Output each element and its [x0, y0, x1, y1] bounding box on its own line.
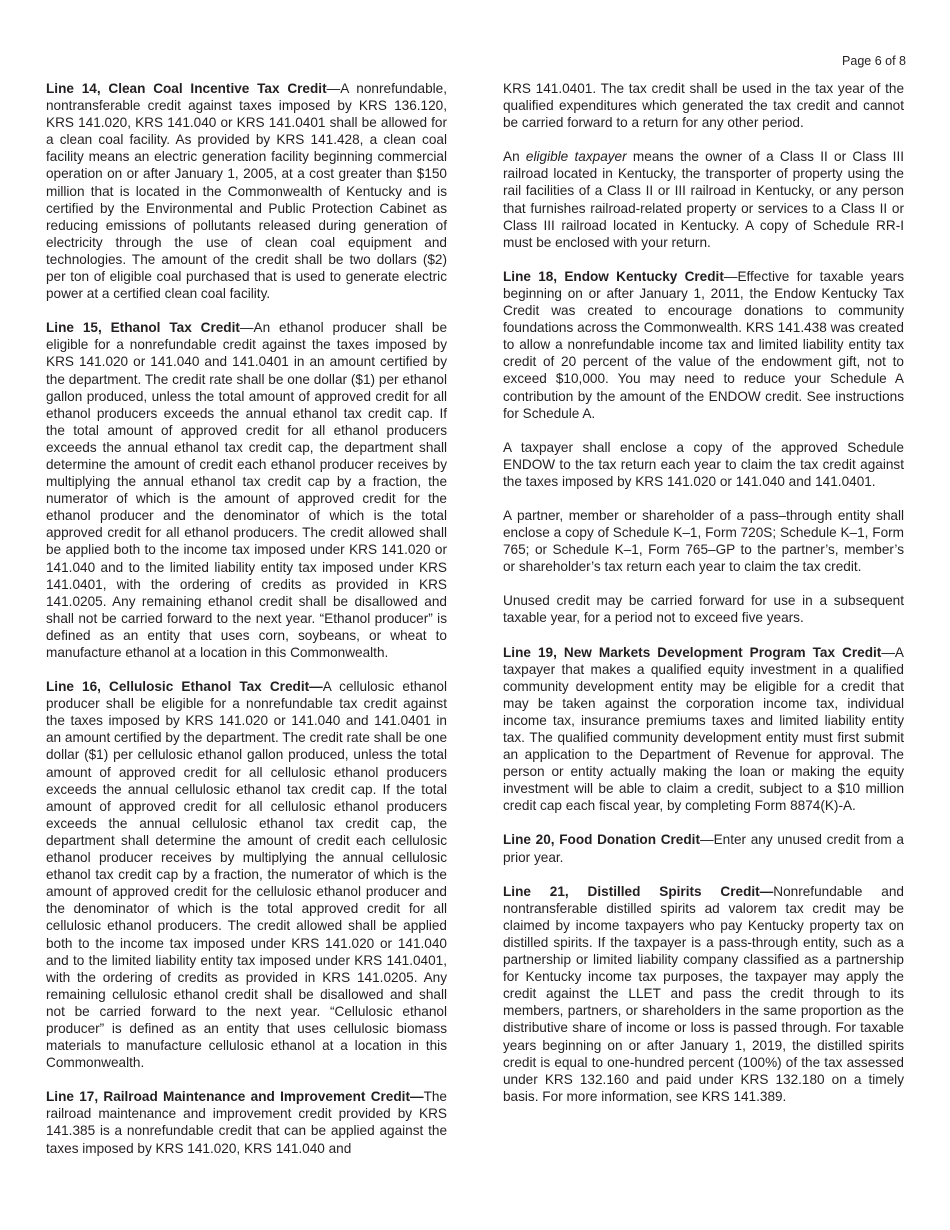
line-14-text: —A nonrefundable, nontransferable credit against taxes imposed by KRS 136.120, KRS 141.020, KRS 141.040 or KRS 141.0401 shall be allowed for a clean coal facility. As provided by KRS 141.428, a clean coal facility means an electric generation facility beginning commercial operation on or after January 1, 2005, at a cost greater than $150 million that is located in the Commonwealth of Kentucky and is certified by the Environmental and Public Protection Cabinet as reducing emissions of pollutants released during generation of electricity through the use of clean coal equipment and technologies. The amount of the credit shall be two dollars ($2) per ton of eligible coal purchased that is used to generate electric power at a certified clean coal facility.: [46, 81, 447, 302]
line-17-paragraph: [46, 1088, 447, 1156]
line-18-label: Line 18, Endow Kentucky Credit: [503, 268, 724, 284]
line-18-carryforward-paragraph: Unused credit may be carried forward for use in a subsequent taxable year, for a period not to exceed five years.: [503, 593, 904, 626]
line-16-paragraph: [46, 678, 447, 1071]
line-19-label: Line 19, New Markets Development Program Tax Credit: [503, 644, 882, 660]
eligible-taxpayer-paragraph: [503, 148, 904, 251]
line-17-text: The railroad maintenance and improvement credit provided by KRS 141.385 is a nonrefundable credit that can be applied against the taxes imposed by KRS 141.020, KRS 141.040 and: [46, 1089, 447, 1156]
line-17-continued: KRS 141.0401. The tax credit shall be used in the tax year of the qualified expenditures which generated the tax credit and cannot be carried forward to a return for any other period.: [503, 81, 904, 131]
line-21-label: Line 21, Distilled Spirits Credit—: [503, 883, 774, 899]
line-21-text: Nonrefundable and nontransferable distilled spirits ad valorem tax credit may be claimed by income taxpayers who pay Kentucky property tax on distilled spirits. If the taxpayer is a pass-through entity, such as a partnership or limited liability company classified as a partnership for Kentucky income tax purposes, the taxpayer may apply the credit against the LLET and pass the credit through to its members, partners, or shareholders in the same proportion as the distributive share of income or loss is passed through. For taxable years beginning on or after January 1, 2019, the distilled spirits credit is equal to one-hundred percent (100%) of the tax assessed under KRS 132.160 and paid under KRS 132.180 on a timely basis. For more information, see KRS 141.389.: [503, 883, 904, 1104]
page-number: Page 6 of 8: [842, 54, 906, 68]
right-column: [503, 80, 904, 1122]
line-18-text: —Effective for taxable years beginning on or after January 1, 2011, the Endow Kentucky Tax Credit was created to encourage donations to community foundations across the Commonwealth. KRS 141.438 was created to allow a nonrefundable income tax and limited liability entity tax credit of 20 percent of the value of the endowment gift, not to exceed $10,000. You may need to reduce your Schedule A contribution by the amount of the ENDOW credit. See instructions for Schedule A.: [503, 268, 904, 421]
line-19-paragraph: [503, 644, 904, 815]
line-20-paragraph: [503, 831, 904, 865]
line-14-label: Line 14, Clean Coal Incentive Tax Credit: [46, 81, 327, 96]
line-19-text: —A taxpayer that makes a qualified equity investment in a qualified community development entity may be eligible for a credit that may be taken against the corporation income tax, individual income tax, insurance premiums taxes and limited liability entity tax. The qualified community development entity must first submit an application to the Department of Revenue for approval. The person or entity actually making the loan or making the equity investment will be able to claim a credit, subject to a $10 million credit cap each fiscal year, by completing Form 8874(K)-A.: [503, 644, 904, 814]
line-15-paragraph: [46, 319, 447, 661]
eligible-pre: An: [503, 149, 526, 165]
line-17-label: Line 17, Railroad Maintenance and Improvement Credit—: [46, 1089, 424, 1105]
line-15-label: Line 15, Ethanol Tax Credit: [46, 320, 240, 336]
left-column: [46, 80, 447, 1174]
line-18-enclose-paragraph: A taxpayer shall enclose a copy of the approved Schedule ENDOW to the tax return each year to claim the tax credit against the taxes imposed by KRS 141.020 or 141.040 and 141.0401.: [503, 439, 904, 489]
eligible-term: eligible taxpayer: [525, 149, 627, 165]
line-15-text: —An ethanol producer shall be eligible for a nonrefundable credit against the taxes imposed by KRS 141.020 or 141.040 and 141.0401 in an amount certified by the department. The credit rate shall be one dollar ($1) per ethanol gallon produced, unless the total amount of approved credit for all ethanol producers exceeds the annual ethanol tax credit cap. If the total amount of approved credit for all ethanol producers exceeds the annual ethanol tax credit cap, the department shall determine the amount of credit each ethanol producer receives by multiplying the annual ethanol tax credit cap by a fraction, the numerator of which is the amount of approved credit for the ethanol producer and the denominator of which is the total approved credit for all ethanol producers. The credit allowed shall be applied both to the income tax imposed under KRS 141.020 or 141.040 and to the limited liability entity tax imposed under KRS 141.0401, with the ordering of credits as provided in KRS 141.0205. Any remaining ethanol credit shall be disallowed and shall not be carried forward to the next year. “Ethanol producer” is defined as an entity that uses corn, soybeans, or wheat to manufacture ethanol at a location in this Commonwealth.: [46, 320, 448, 660]
line-20-text: —Enter any unused credit from a prior year.: [503, 832, 904, 865]
eligible-post: means the owner of a Class II or Class III railroad located in Kentucky, the transporter of property using the rail facilities of a Class II or III railroad in Kentucky, or any person that furnishes railroad-related property or services to a Class II or Class III railroad located in Kentucky. A copy of Schedule RR-I must be enclosed with your return.: [503, 149, 904, 250]
line-20-label: Line 20, Food Donation Credit: [503, 832, 700, 848]
line-18-partner-paragraph: A partner, member or shareholder of a pass–through entity shall enclose a copy of Schedule K–1, Form 720S; Schedule K–1, Form 765; or Schedule K–1, Form 765–GP to the partner’s, member’s or shareholder’s tax return each year to claim the tax credit.: [503, 507, 904, 575]
line-21-paragraph: [503, 883, 904, 1105]
line-16-text: A cellulosic ethanol producer shall be eligible for a nonrefundable tax credit against the taxes imposed by KRS 141.020 or 141.040 and 141.0401 in an amount certified by the department. The credit rate shall be one dollar ($1) per cellulosic ethanol gallon produced, unless the total amount of approved credit for all cellulosic ethanol producers exceeds the annual cellulosic ethanol tax credit cap. If the total amount of approved credit for all cellulosic ethanol producers exceeds the annual cellulosic ethanol tax credit cap, the department shall determine the amount of credit each cellulosic ethanol producer receives by multiplying the annual cellulosic ethanol tax credit cap by a fraction, the numerator of which is the amount of approved credit for the cellulosic ethanol producer and the denominator of which is the total approved credit for all cellulosic ethanol producers. The credit allowed shall be applied both to the income tax imposed under KRS 141.020 or 141.040 and to the limited liability entity tax imposed under KRS 141.0401, with the ordering of credits as provided in KRS 141.0205. Any remaining cellulosic ethanol credit shall be disallowed and shall not be carried forward to the next year. “Cellulosic ethanol producer” is defined as an entity that uses cellulosic biomass materials to manufacture cellulosic ethanol at a location in this Commonwealth.: [46, 679, 448, 1071]
line-14-paragraph: [46, 80, 447, 302]
line-18-paragraph: [503, 268, 904, 422]
line-16-label: Line 16, Cellulosic Ethanol Tax Credit—: [46, 679, 323, 695]
